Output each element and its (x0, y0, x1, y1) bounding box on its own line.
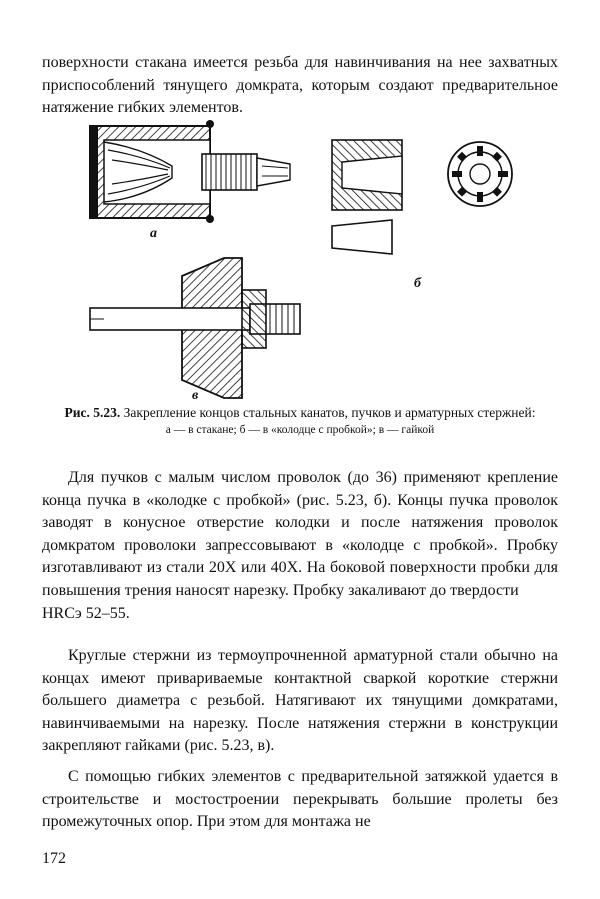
paragraph-plug-block-tail: HRCэ 52–55. (42, 604, 130, 622)
drawing-v-nut-anchorage (90, 258, 300, 398)
paragraph-flexible-elements: С помощью гибких элементов с предварительной затяжкой удается в строительстве и мостостроении перекрывать большие пролеты без промежуточных опор. При этом для монтажа не (42, 768, 558, 831)
caption-subtitle: а — в стакане; б — в «колодце с пробкой»; в — гайкой (165, 424, 435, 436)
figure-label-b: б (414, 276, 421, 291)
paragraph-plug-block-text: Для пучков с малым числом проволок (до 36) применяют крепление конца пучка в «колодке с пробкой» (рис. 5.23, б). Концы пучка проволок заводят в конусное отверстие колодки и после натяжения проволок домкратом проволоки запрессовывают в «колодце с пробкой». Пробку изготавливают из стали 20Х или 40Х. На боковой поверхности пробки для повышения трения наносят нарезку. Пробку закаливают до твердости (42, 469, 558, 599)
caption-text: Закрепление концов стальных канатов, пучков и арматурных стержней: (123, 405, 536, 420)
caption-title: Рис. 5.23. (64, 405, 121, 420)
figure-caption (42, 405, 558, 438)
paragraph-round-bars: Круглые стержни из термоупрочненной арматурной стали обычно на концах имеют привариваемые контактной сваркой короткие стержни большего диаметра с резьбой. Натягивают их тянущими домкратами, навинчиваемыми на нарезку. После натяжения стержни в конструкции закрепляют гайками (рис. 5.23, в). (42, 647, 558, 755)
paragraph-plug-block (42, 467, 558, 625)
drawing-a-cup-anchorage (90, 120, 290, 223)
figure-label-v: в (192, 388, 199, 403)
figure-5-23 (42, 118, 558, 403)
page-number: 172 (42, 850, 66, 867)
top-paragraph: поверхности стакана имеется резьба для навинчивания на нее захватных приспособлений тянущего домкрата, которым создают предварительное натяжение гибких элементов. (42, 54, 558, 117)
drawing-b-plug-block (332, 140, 512, 254)
figure-label-a: а (150, 226, 157, 241)
figure-drawing (42, 118, 558, 400)
